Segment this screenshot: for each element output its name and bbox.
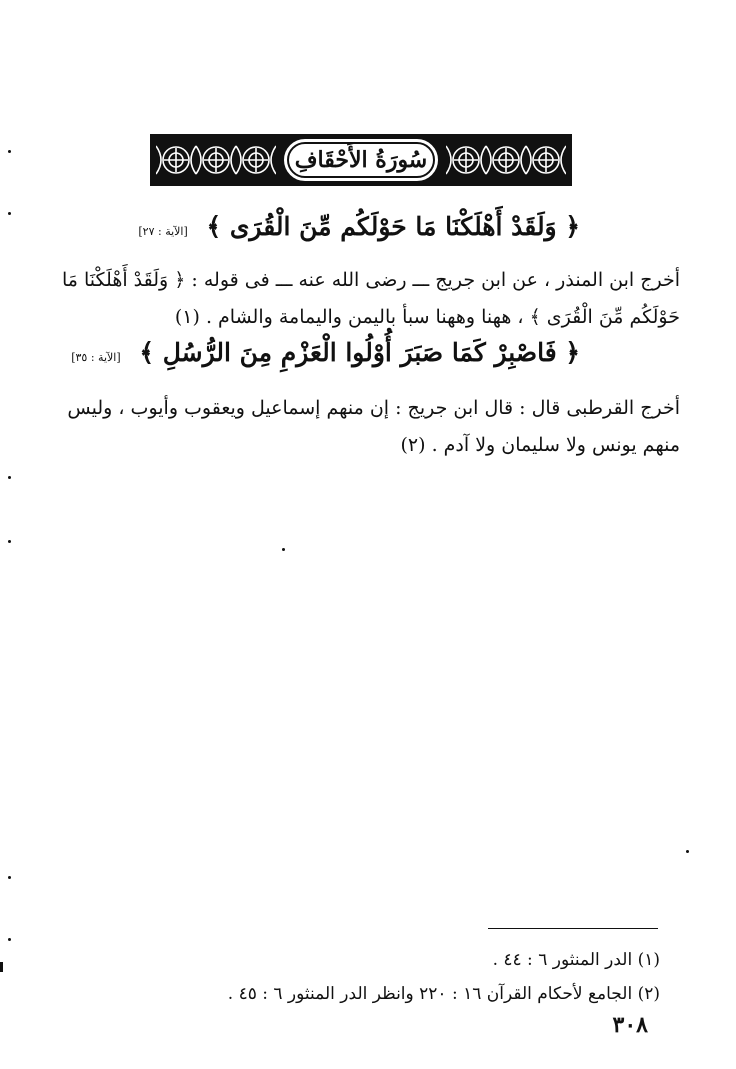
scan-speck <box>8 540 11 543</box>
para-1-line-1: أخرج ابن المنذر ، عن ابن جريج ـــ رضى الله عنه ـــ فى قوله : ﴿ وَلَقَدْ أَهْلَكْنَا مَا <box>62 269 680 291</box>
page-number: ٣٠٨ <box>612 1012 648 1038</box>
commentary-paragraph-2 <box>58 390 680 464</box>
footnote-2: (٢) الجامع لأحكام القرآن ١٦ : ٢٢٠ وانظر الدر المنثور ٦ : ٤٥ . <box>227 984 660 1004</box>
verse-1-text: ﴿ وَلَقَدْ أَهْلَكْنَا مَا حَوْلَكُم مِّنَ الْقُرَى ﴾ <box>206 212 580 241</box>
ornament-left-icon <box>156 140 276 180</box>
para-2-line-1: أخرج القرطبى قال : قال ابن جريج : إن منهم إسماعيل ويعقوب وأيوب ، وليس <box>67 397 680 419</box>
surah-header-banner <box>150 134 572 186</box>
verse-heading-2 <box>71 338 580 367</box>
verse-2-text: ﴿ فَاصْبِرْ كَمَا صَبَرَ أُوْلُوا الْعَزْمِ مِنَ الرُّسُلِ ﴾ <box>139 338 580 367</box>
verse-heading-1 <box>138 212 580 241</box>
scan-speck <box>8 150 11 153</box>
footnote-1: (١) الدر المنثور ٦ : ٤٤ . <box>492 950 660 970</box>
scan-speck <box>686 850 689 853</box>
scan-speck <box>8 876 11 879</box>
para-1-line-2: حَوْلَكُم مِّنَ الْقُرَى ﴾ ، ههنا وههنا سبأ باليمن واليمامة والشام . (١) <box>174 306 680 328</box>
verse-2-ref: [الآية : ٣٥] <box>71 351 121 364</box>
commentary-paragraph-1 <box>58 262 680 336</box>
scan-speck <box>8 476 11 479</box>
scan-edge-mark <box>0 962 3 972</box>
surah-title-cartouche <box>284 139 438 181</box>
scan-speck <box>282 548 285 551</box>
surah-title: سُورَةُ الأَحْقَافِ <box>294 147 428 173</box>
footnote-separator <box>488 928 658 929</box>
verse-1-ref: [الآية : ٢٧] <box>138 225 188 238</box>
para-2-line-2: منهم يونس ولا سليمان ولا آدم . (٢) <box>400 434 680 456</box>
ornament-right-icon <box>446 140 566 180</box>
scan-speck <box>8 212 11 215</box>
scan-speck <box>8 938 11 941</box>
